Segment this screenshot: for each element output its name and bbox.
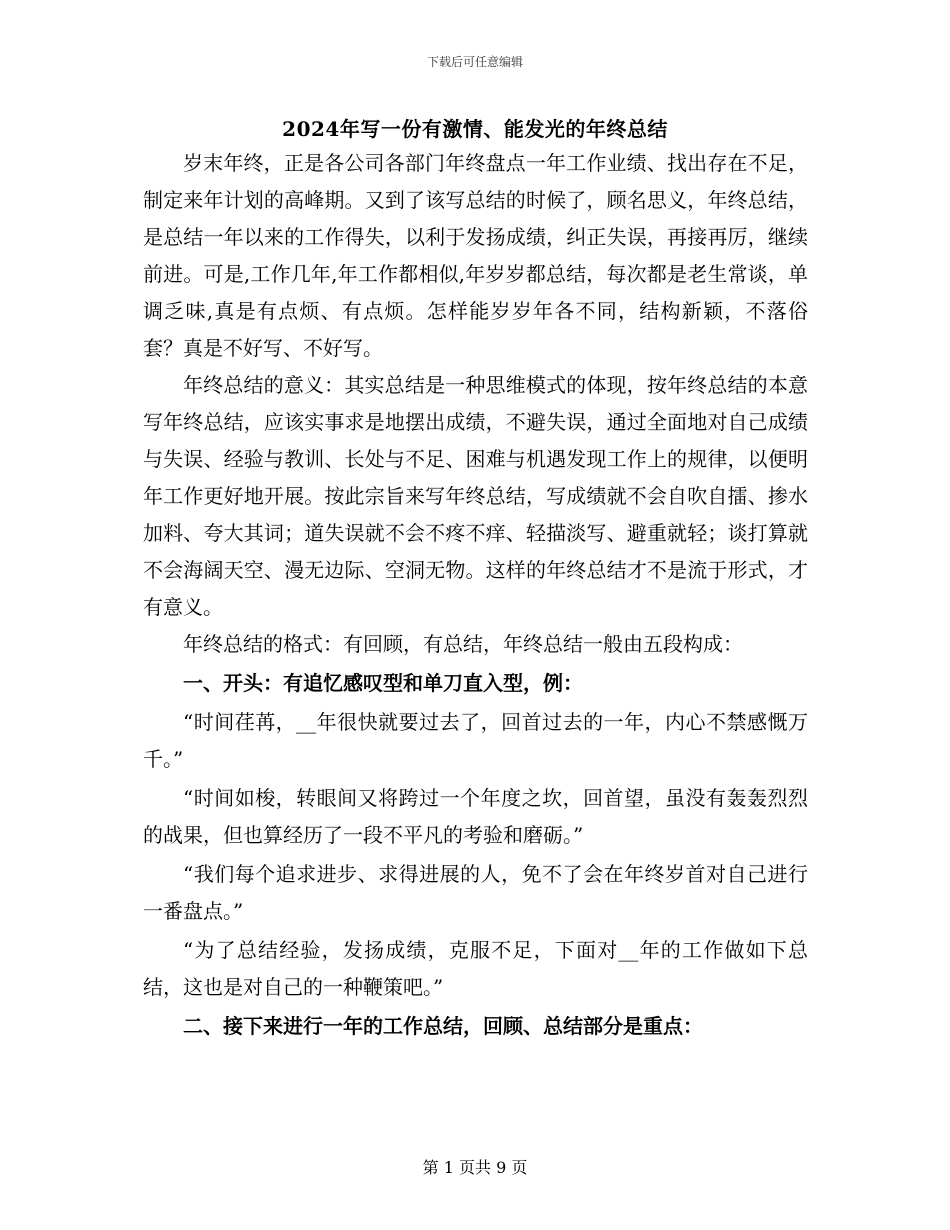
page-footer: 第 1 页共 9 页 xyxy=(422,1158,528,1177)
section-heading-summary: 二、接下来进行一年的工作总结，回顾、总结部分是重点： xyxy=(183,1014,703,1038)
document-title: 2024年写一份有激情、能发光的年终总结 xyxy=(282,117,668,141)
section-heading-opening: 一、开头：有追忆感叹型和单刀直入型，例： xyxy=(183,671,583,695)
paragraph-meaning: 年终总结的意义：其实总结是一种思维模式的体现，按年终总结的本意写年终总结，应该实事求是地摆出成绩，不避失误，通过全面地对自己成绩与失误、经验与教训、长处与不足、困难与机遇发现工作上的规律，以便明年工作更好地开展。按此宗旨来写年终总结，写成绩就不会自吹自擂、掺水加料、夸大其词；道失误就不会不疼不痒、轻描淡写、避重就轻；谈打算就不会海阔天空、漫无边际、空洞无物。这样的年终总结才不是流于形式，才有意义。 xyxy=(143,373,808,619)
paragraph-intro: 岁末年终，正是各公司各部门年终盘点一年工作业绩、找出存在不足，制定来年计划的高峰期。又到了该写总结的时候了，顾名思义，年终总结，是总结一年以来的工作得失，以利于发扬成绩，纠正失误，再接再厉，继续前进。可是,工作几年,年工作都相似,年岁岁都总结，每次都是老生常谈，单调乏味,真是有点烦、有点烦。怎样能岁岁年各不同，结构新颖，不落俗套？真是不好写、不好写。 xyxy=(143,151,808,360)
quote-example-4: “为了总结经验，发扬成绩，克服不足，下面对__年的工作做如下总结，这也是对自己的一种鞭策吧。” xyxy=(143,938,808,999)
quote-example-2: “时间如梭，转眼间又将跨过一个年度之坎，回首望，虽没有轰轰烈烈的战果，但也算经历了一段不平凡的考验和磨砺。” xyxy=(143,786,808,847)
page-header: 下载后可任意编辑 xyxy=(426,55,523,69)
document-body xyxy=(143,145,808,1045)
quote-example-3: “我们每个追求进步、求得进展的人，免不了会在年终岁首对自己进行一番盘点。” xyxy=(143,862,808,923)
paragraph-format: 年终总结的格式：有回顾，有总结，年终总结一般由五段构成： xyxy=(183,632,743,656)
quote-example-1: “时间荏苒，__年很快就要过去了，回首过去的一年，内心不禁感慨万千。” xyxy=(143,710,808,771)
